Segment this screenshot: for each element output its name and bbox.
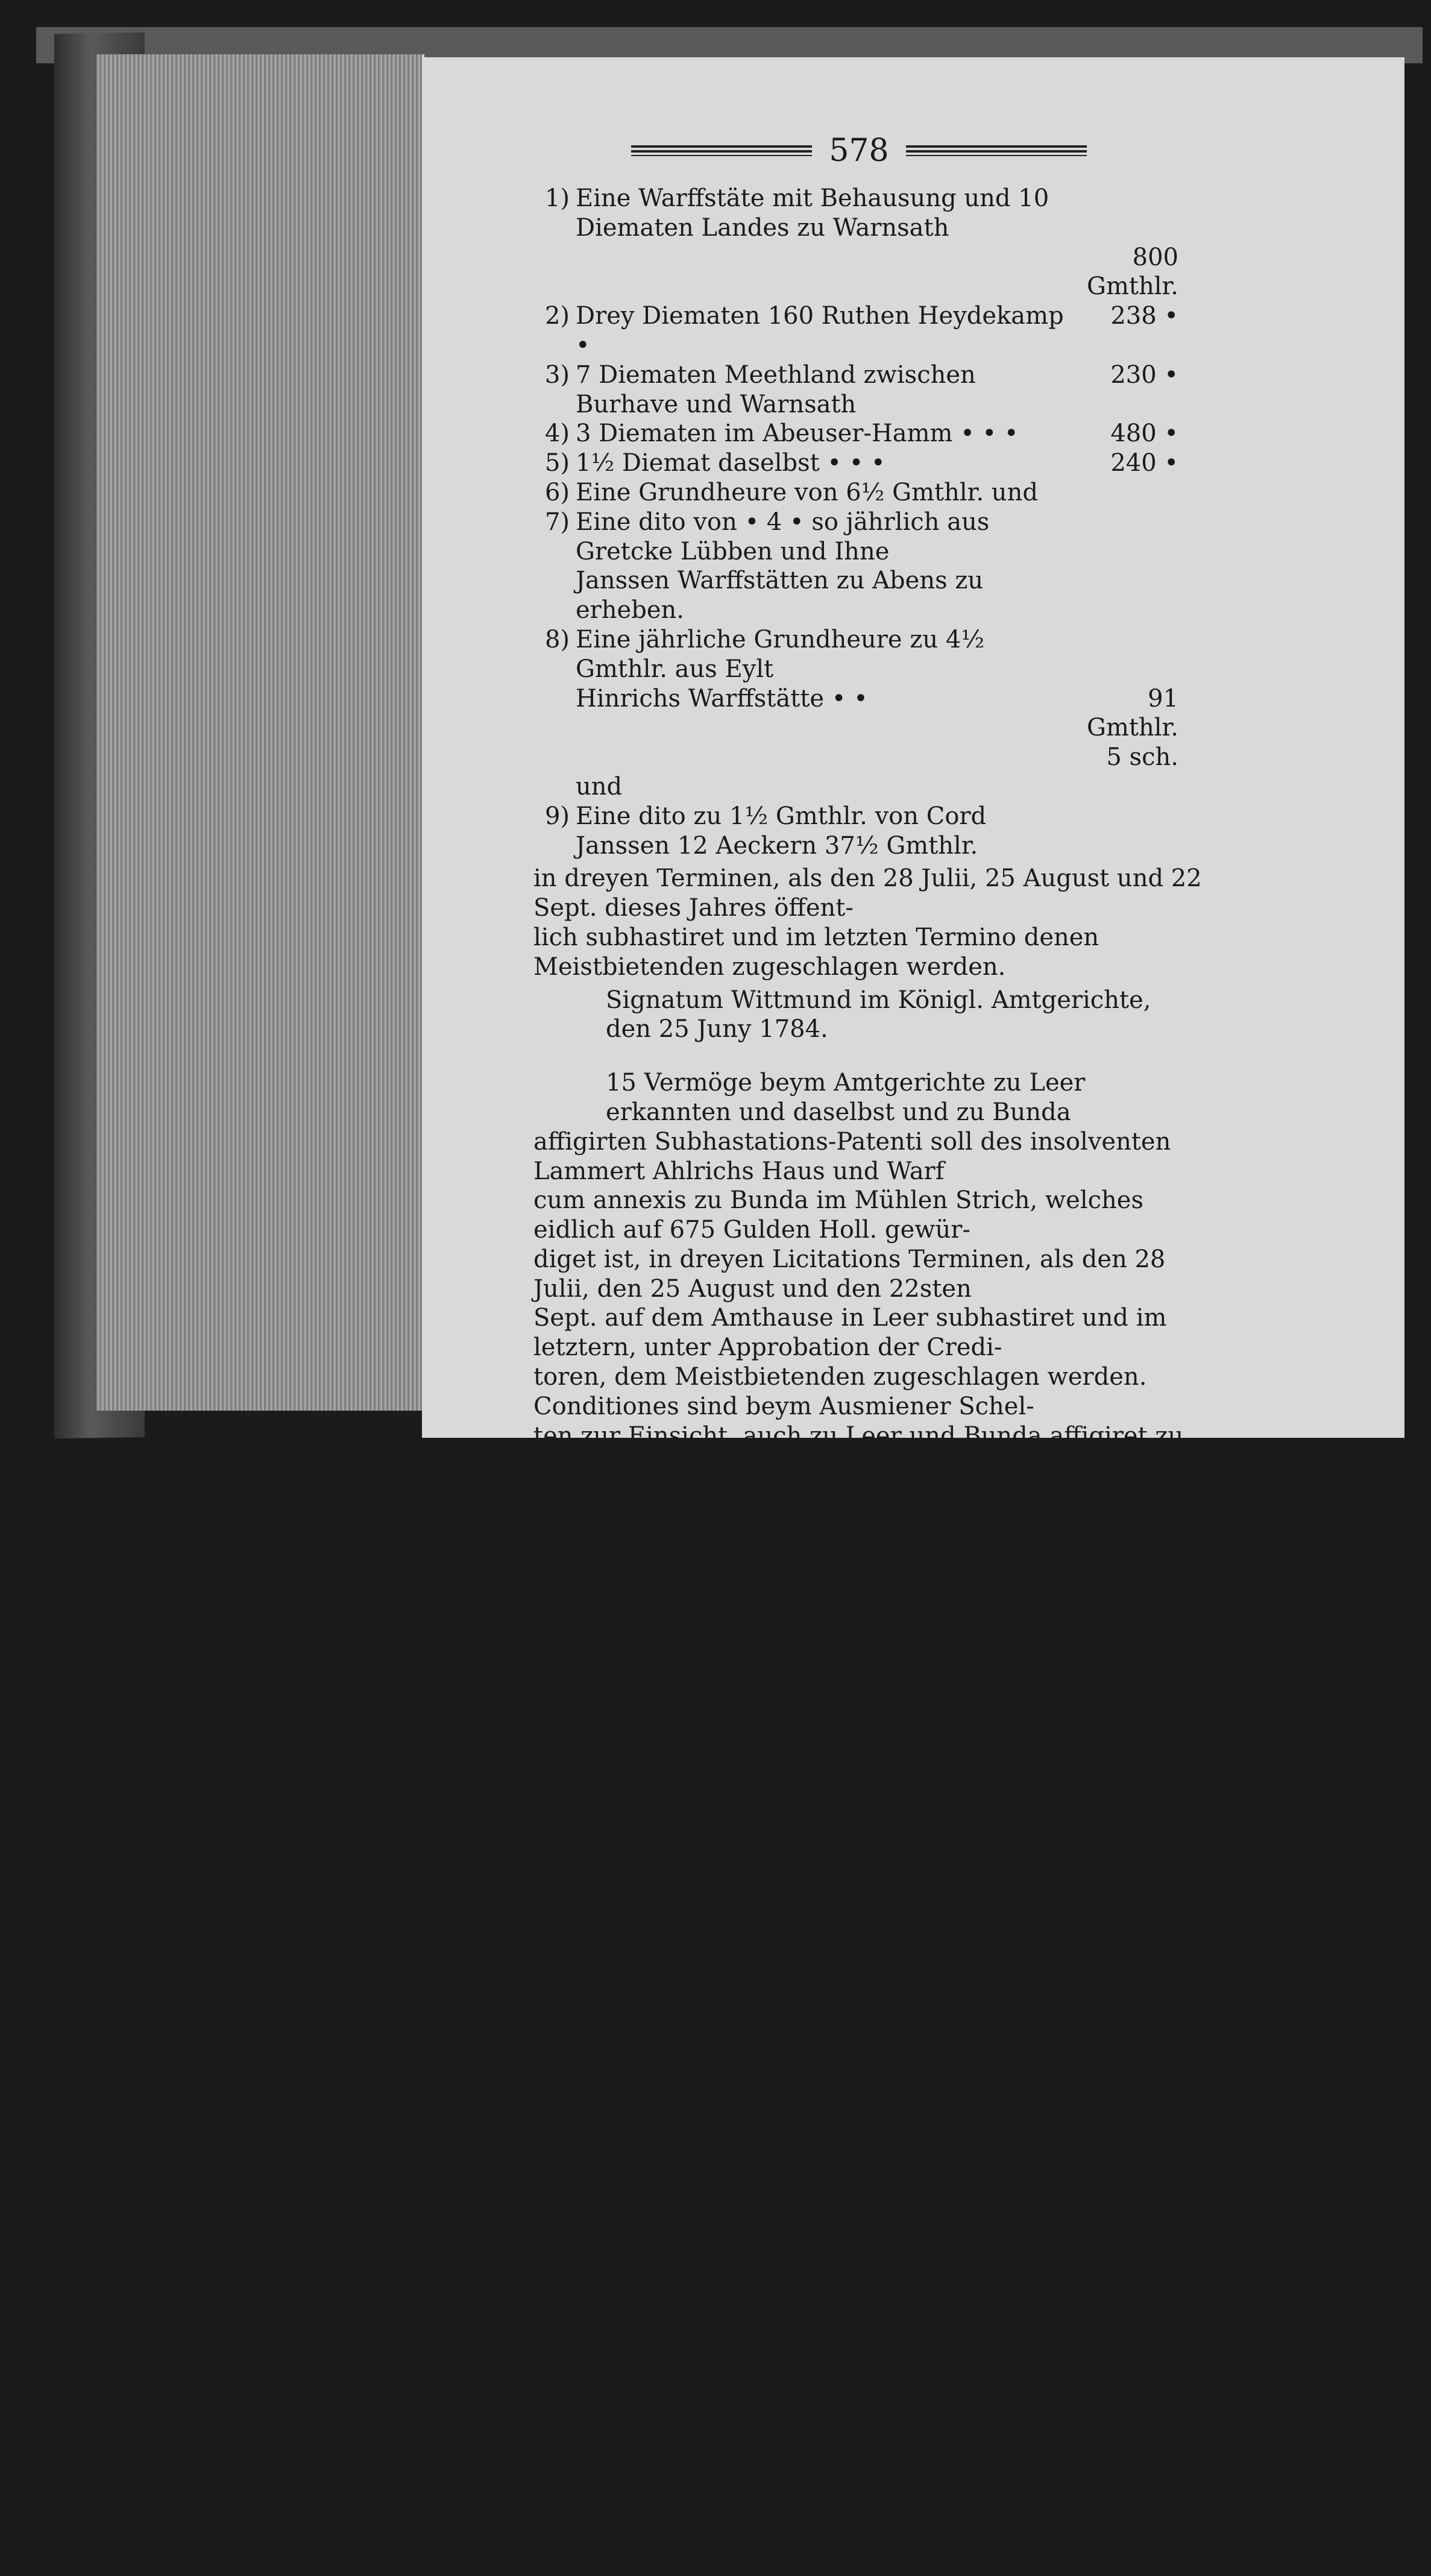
paragraph-lead-line: 18 Am 30sten August und folgenden Tagen, sollen in Aurich, die von dem [606,1994,1141,2052]
paragraph-line: toren, dem Meistbietenden zugeschlagen werden. Conditiones sind beym Ausmiener Schel- [533,1363,1147,1420]
book-page [422,57,1404,2575]
list-item [533,184,1203,243]
list-item-amount: 800 Gmthlr. [1087,243,1178,301]
list-item-text: 7 Diematen Meethland zwischen Burhave und Warnsath [576,361,976,418]
header-rule-right [906,145,1087,156]
paragraph-lead-line: 16 Weyl. Tyde Janssen Wittwe Tetje Symons, will ihr zu Widdelswer be- [606,1505,1152,1563]
list-item-text: Drey Diematen 160 Ruthen Heydekamp • [576,302,1064,359]
list-item [533,625,1203,684]
list-item [533,361,1203,420]
paragraph-line: ten zur Einsicht, auch zu Leer und Bunda affigiret zu befinden. [533,1422,1184,1479]
terms-line: in dreyen Terminen, als den 28 Julii, 25 August und 22 Sept. dieses Jahres öffent- [533,864,1202,922]
list-item-amount: 91 Gmthlr. 5 sch. [1087,684,1178,772]
paragraph-line: lich der Ausmienerordnung gemäß verkaufen zu lassen. [533,2313,1127,2370]
list-item-amount: 238 • [1110,302,1178,330]
list-item [533,566,1203,625]
page-number: 578 [829,133,889,169]
paragraph-line: Clavier von contra F bis drey gestrichen F. durch den Ausmiener Schröder verkaufen lassen. [533,1911,1187,1969]
list-item-amount: 230 • [1110,361,1178,389]
list-item-number: 9) [544,802,570,830]
list-item-text: und [576,772,623,801]
notice-paragraph [533,2135,1203,2370]
paragraph-lead-line: 19 Am Mittwochen, den 18 August, sind J. G. Kolker, als Vormünder über [606,2136,1154,2194]
list-item-number: 6) [544,478,570,506]
list-item-text: 1½ Diemat daselbst • • • [576,449,885,477]
list-item [533,802,1203,861]
paragraph-line: des weyl. G. Geuken nachgelassene Kinder et Consorten zu Rysum gesonnen, 80 Grasen [533,2195,1091,2252]
paragraph-line: affigirten Subhastations-Patenti soll des insolventen Lammert Ahlrichs Haus und Warf [533,1127,1171,1185]
terms-text [533,864,1203,981]
list-item-amount: 240 • [1110,449,1178,477]
section-heading: Verheurungen. [699,2413,1037,2459]
notice-paragraph [533,1793,1203,1970]
list-item-text: 3 Diematen im Abeuser-Hamm • • • [576,420,1019,448]
final-line: 1 Vbbo Claessen opt Amerland will syn Hoi uit de 20 Grasen by [606,2482,1187,2546]
notice-paragraph [533,1994,1203,2111]
paragraph-lead-line: 17 Der Schulmeister Schiffer zu Potzhausen, will am 18ten August seiner weil. [606,1793,1154,1851]
notice-paragraph [533,1504,1203,1769]
list-item-number: 5) [544,449,570,477]
list-item-text: Eine dito zu 1½ Gmthlr. von Cord Janssen 12 Aeckern 37½ Gmthlr. [576,802,987,860]
list-item-text: Janssen Warffstätten zu Abens zu erheben. [576,567,984,625]
header-rule-left [631,145,812,156]
paragraph-line: Sept. auf dem Amthause in Leer subhastiret und im letztern, unter Approbation der Credi- [533,1304,1167,1362]
paragraph-lead-line: 15 Vermöge beym Amtgerichte zu Leer erkannten und daselbst und zu Bunda [606,1069,1086,1126]
list-item [533,508,1203,567]
list-item [533,478,1203,508]
page-content [533,184,1203,2576]
list-item [533,684,1203,772]
paragraph-line: nung gemäß verkaufen lassen. Die desfällige Conditiones sind täglich bey dem Ausmiener [533,1681,1084,1739]
paragraph-line: weyl. Herrn Director Pfitzer nachgelassene Bücher, öffentlich verkaufet werden. [533,2053,1165,2111]
list-item-number: 8) [544,625,570,653]
list-item-text: Eine dito von • 4 • so jährlich aus Gretcke Lübben und Ihne [576,508,990,565]
list-item-text: Eine Grundheure von 6½ Gmthlr. und [576,478,1038,506]
terms-line: lich subhastiret und im letzten Termino denen Meistbietenden zugeschlagen werden. [533,923,1099,981]
list-item-number: 2) [544,302,570,330]
paragraph-line: diget ist, in dreyen Licitations Terminen, als den 28 Julii, den 25 August und den 22sten [533,1245,1166,1303]
list-item [533,772,1203,802]
paragraph-line: legenes Haus und Garten c. a. am Freytage, den 3ten September a. c., zu Groß-Borssum [533,1563,1189,1621]
paragraph-line: Ehefrauen nachgelassene Kleidungs-Stücke und sonstiges Hausgeräth, sodann ein neues [533,1853,1125,1910]
list-item-number: 3) [544,361,570,389]
paragraph-line: cum annexis zu Bunda im Mühlen Strich, welches eidlich auf 675 Gulden Holl. gewür- [533,1186,1143,1244]
signature-line: Signatum Wittmund im Königl. Amtgerichte, den 25 Juny 1784. [606,986,1151,1044]
list-item-text: Eine jährliche Grundheure zu 4½ Gmthlr. aus Eylt [576,625,985,683]
list-item-amount: 480 • [1110,420,1178,448]
book-page-edges [96,54,424,1411]
list-item-text: Hinrichs Warffstätte • • [576,684,868,713]
list-item [533,419,1203,449]
list-item-text: Eine Warffstäte mit Behausung und 10 Diematen Landes zu Warnsath [576,184,1049,242]
final-line-continuation: Mid- [1134,2547,1190,2575]
page-header [422,133,1296,169]
property-list [533,184,1203,860]
notice-paragraph [533,1068,1203,1480]
list-item [533,449,1203,478]
paragraph-line: Celos zur Einsicht vorhanden. [533,1740,902,1768]
list-item-number: 4) [544,420,570,448]
list-item-number: 1) [544,184,570,212]
list-item-number: 7) [544,508,570,536]
paragraph-line: auf dem Halm stehende Früchte, als Sommergärsten, Haber, Erbsen und Bohnen, öffent- [533,2253,1190,2311]
paragraph-line: in des Ausmiener P. Celos Behausung, in einem Termino öffentlich der Ausmienerord- [533,1622,1112,1680]
notice-paragraphs [533,1068,1203,2371]
list-item [533,301,1203,361]
list-item [533,243,1203,302]
